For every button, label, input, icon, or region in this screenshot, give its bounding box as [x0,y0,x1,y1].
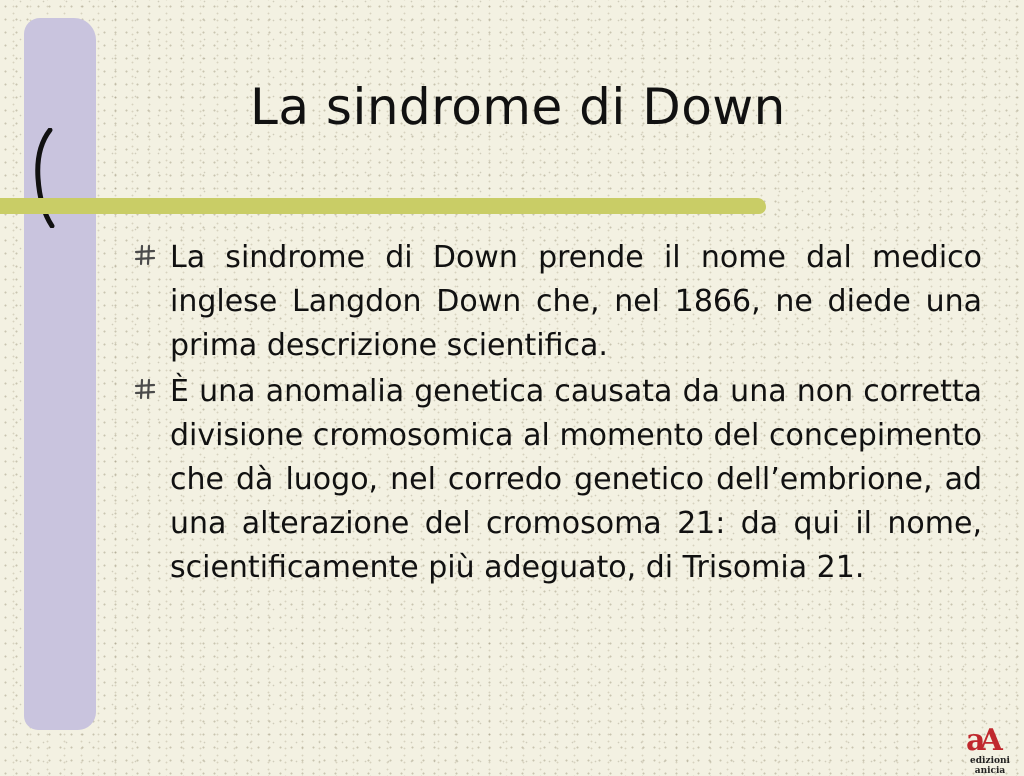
bullet-list [130,236,982,592]
logo-text: edizioni anicia [970,756,1010,776]
list-item [130,370,982,590]
logo-mark: aA [966,723,997,758]
slide-title: La sindrome di Down [250,78,786,136]
publisher-logo [960,723,1020,776]
title-underline-rule [0,198,766,214]
hash-bullet-icon [134,244,156,266]
bullet-text: La sindrome di Down prende il nome dal medico inglese Langdon Down che, nel 1866, ne diede una prima descrizione scientifica. [170,240,982,363]
list-item [130,236,982,368]
hash-bullet-icon [134,378,156,400]
bullet-text: È una anomalia genetica causata da una non corretta divisione cromosomica al momento del concepimento che dà luogo, nel corredo genetico dell’embrione, ad una alterazione del cromosoma 21: da qui il nome, scientificamente più adeguato, di Trisomia 21. [170,374,982,585]
decorative-side-band [24,18,96,730]
